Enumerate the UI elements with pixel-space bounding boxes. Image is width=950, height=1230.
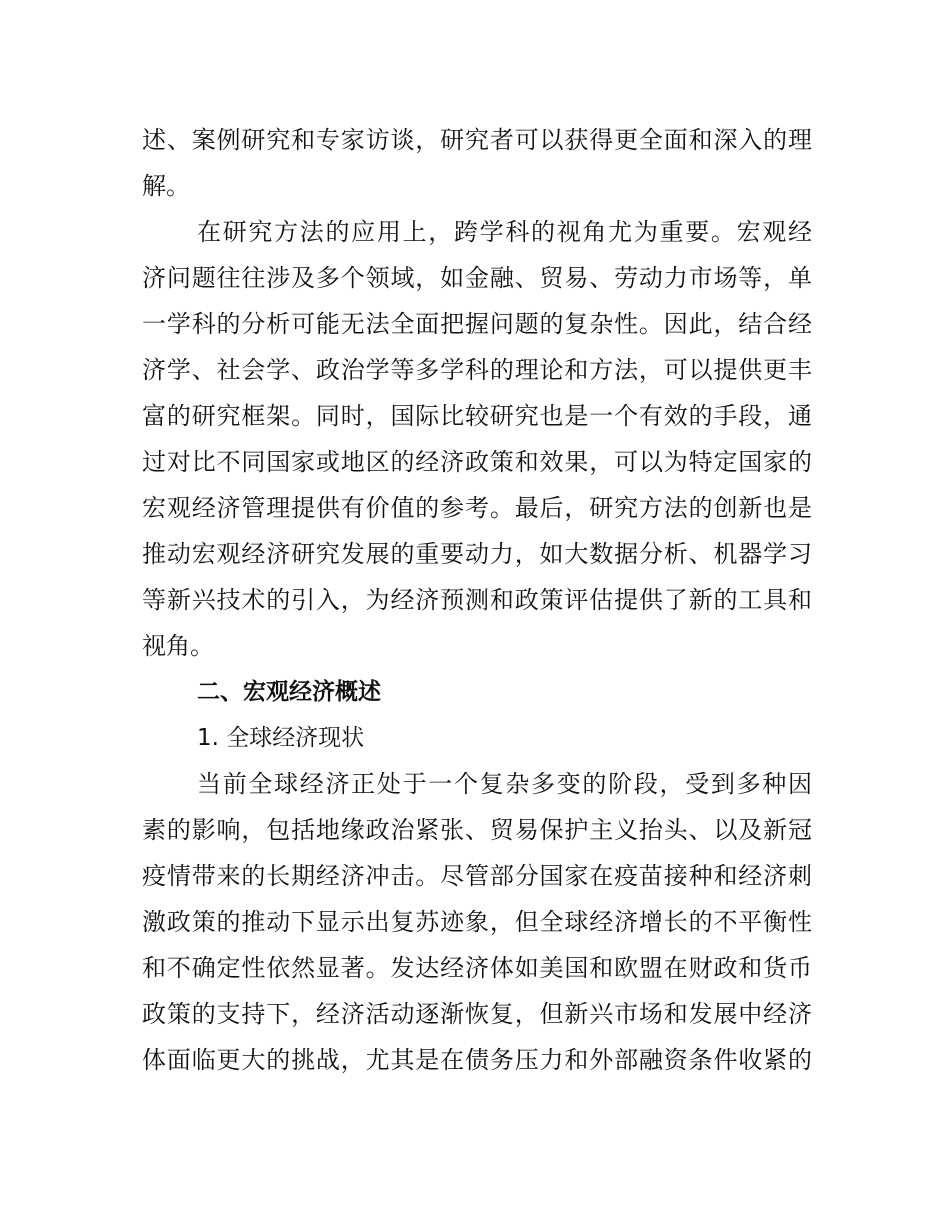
paragraph-3-line-7: 体面临更大的挑战，尤其是在债务压力和外部融资条件收紧的 xyxy=(142,1046,812,1074)
subsection-heading: 1. 全球经济现状 xyxy=(197,725,365,751)
paragraph-3-line-3: 疫情带来的长期经济冲击。尽管部分国家在疫苗接种和经济刺 xyxy=(142,862,812,890)
section-heading: 二、宏观经济概述 xyxy=(197,679,381,705)
paragraph-2-line-2: 济问题往往涉及多个领域，如金融、贸易、劳动力市场等，单 xyxy=(142,264,812,292)
paragraph-3-line-6: 政策的支持下，经济活动逐渐恢复，但新兴市场和发展中经济 xyxy=(142,1000,812,1028)
paragraph-1-line-2: 解。 xyxy=(142,172,190,200)
paragraph-2-line-3: 一学科的分析可能无法全面把握问题的复杂性。因此，结合经 xyxy=(142,310,812,338)
paragraph-3-line-2: 素的影响，包括地缘政治紧张、贸易保护主义抬头、以及新冠 xyxy=(142,816,812,844)
paragraph-2-line-9: 等新兴技术的引入，为经济预测和政策评估提供了新的工具和 xyxy=(142,586,812,614)
paragraph-2-line-5: 富的研究框架。同时，国际比较研究也是一个有效的手段，通 xyxy=(142,402,812,430)
paragraph-2-line-4: 济学、社会学、政治学等多学科的理论和方法，可以提供更丰 xyxy=(142,356,812,384)
paragraph-2-line-1: 在研究方法的应用上，跨学科的视角尤为重要。宏观经 xyxy=(197,218,812,246)
paragraph-1-line-1: 述、案例研究和专家访谈，研究者可以获得更全面和深入的理 xyxy=(142,126,812,154)
paragraph-2-line-8: 推动宏观经济研究发展的重要动力，如大数据分析、机器学习 xyxy=(142,540,812,568)
paragraph-3-line-1: 当前全球经济正处于一个复杂多变的阶段，受到多种因 xyxy=(197,770,812,798)
paragraph-3-line-5: 和不确定性依然显著。发达经济体如美国和欧盟在财政和货币 xyxy=(142,954,812,982)
paragraph-3-line-4: 激政策的推动下显示出复苏迹象，但全球经济增长的不平衡性 xyxy=(142,908,812,936)
paragraph-2-line-10: 视角。 xyxy=(142,632,214,660)
paragraph-2-line-6: 过对比不同国家或地区的经济政策和效果，可以为特定国家的 xyxy=(142,448,812,476)
paragraph-2-line-7: 宏观经济管理提供有价值的参考。最后，研究方法的创新也是 xyxy=(142,494,812,522)
